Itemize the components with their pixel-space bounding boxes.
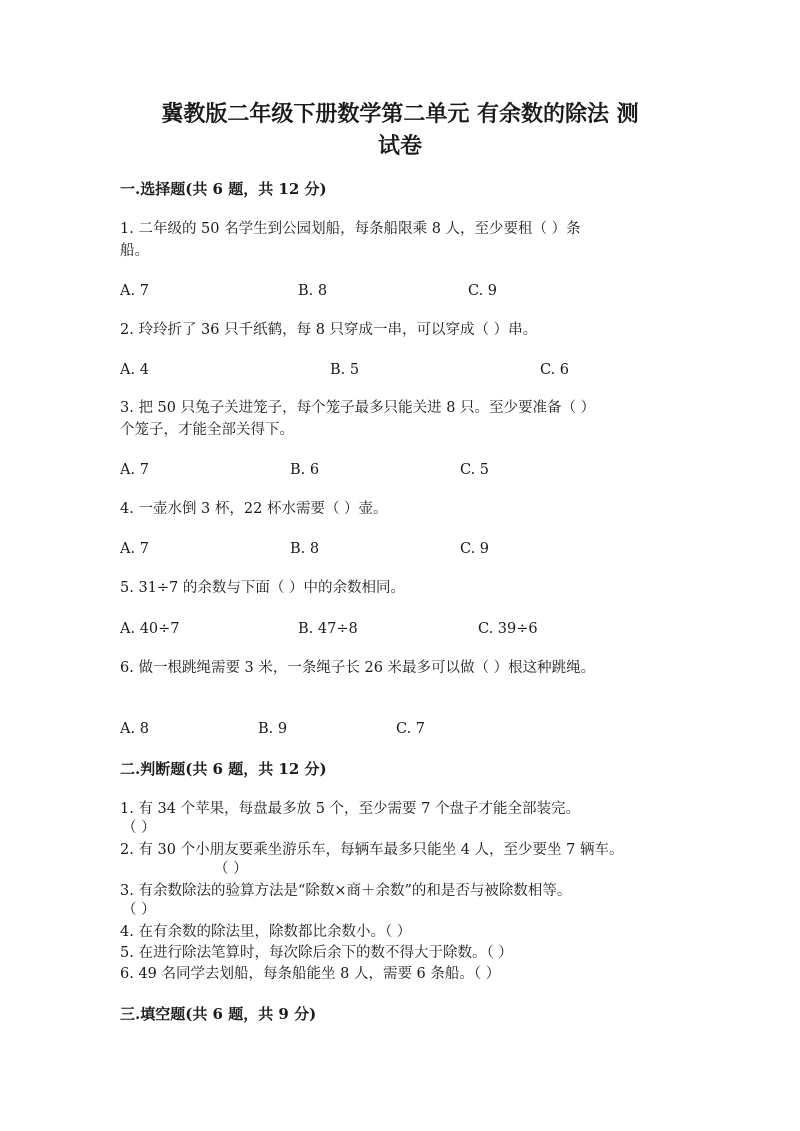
option-a: A. 4	[120, 362, 149, 378]
section-heading-judge: 二.判断题(共 6 题，共 12 分)	[120, 760, 327, 778]
option-c: C. 39÷6	[478, 621, 538, 637]
option-c: C. 9	[468, 283, 498, 299]
option-c: C. 9	[460, 541, 490, 557]
option-c: C. 5	[460, 462, 490, 478]
document-title-line2: 试卷	[377, 133, 422, 159]
question-text: 3. 把 50 只兔子关进笼子，每个笼子最多只能关进 8 只。至少要准备（ ）	[120, 400, 596, 416]
question-text: 6. 做一根跳绳需要 3 米，一条绳子长 26 米最多可以做（ ）根这种跳绳。	[120, 660, 596, 676]
section-heading-fill: 三.填空题(共 6 题，共 9 分)	[120, 1005, 317, 1023]
document-title-line1: 冀教版二年级下册数学第二单元 有余数的除法 测	[161, 101, 639, 127]
question-text: 4. 一壶水倒 3 杯，22 杯水需要（ ）壶。	[120, 501, 388, 517]
section-heading-choice: 一.选择题(共 6 题，共 12 分)	[120, 180, 327, 198]
option-a: A. 7	[120, 283, 149, 299]
question-text: 船。	[120, 243, 149, 259]
option-b: B. 8	[298, 283, 328, 299]
judge-item: 6. 49 名同学去划船，每条船能坐 8 人，需要 6 条船。（ ）	[120, 966, 501, 982]
question-text: 2. 玲玲折了 36 只千纸鹤，每 8 只穿成一串，可以穿成（ ）串。	[120, 322, 538, 338]
judge-item: 1. 有 34 个苹果，每盘最多放 5 个，至少需要 7 个盘子才能全部装完。	[120, 801, 580, 817]
question-text: 个笼子，才能全部关得下。	[120, 422, 294, 438]
question-text: 1. 二年级的 50 名学生到公园划船，每条船限乘 8 人，至少要租（ ）条	[120, 221, 581, 237]
option-b: B. 8	[290, 541, 320, 557]
judge-item: 3. 有余数除法的验算方法是“除数×商＋余数”的和是否与被除数相等。	[120, 883, 572, 899]
judge-item: 2. 有 30 个小朋友要乘坐游乐车，每辆车最多只能坐 4 人，至少要坐 7 辆车。	[120, 842, 624, 858]
answer-blank: （ ）	[122, 820, 156, 836]
option-a: A. 7	[120, 462, 149, 478]
option-b: B. 47÷8	[298, 621, 358, 637]
option-b: B. 5	[330, 362, 360, 378]
answer-blank: （ ）	[214, 861, 248, 877]
question-text: 5. 31÷7 的余数与下面（ ）中的余数相同。	[120, 580, 405, 596]
judge-item: 5. 在进行除法笔算时，每次除后余下的数不得大于除数。（ ）	[120, 945, 513, 961]
option-c: C. 6	[540, 362, 570, 378]
judge-item: 4. 在有余数的除法里，除数都比余数小。（ ）	[120, 924, 412, 940]
answer-blank: （ ）	[122, 902, 156, 918]
option-b: B. 9	[258, 721, 288, 737]
option-c: C. 7	[396, 721, 426, 737]
option-a: A. 8	[120, 721, 149, 737]
option-a: A. 7	[120, 541, 149, 557]
option-a: A. 40÷7	[120, 621, 180, 637]
option-b: B. 6	[290, 462, 320, 478]
